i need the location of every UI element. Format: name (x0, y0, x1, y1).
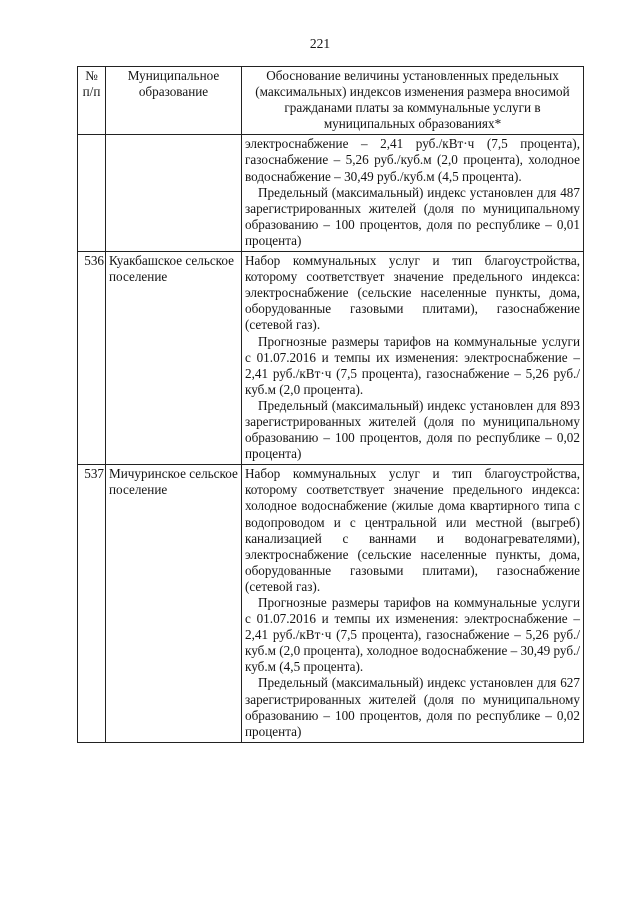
tariff-index-table (77, 66, 584, 743)
justification-paragraph: электроснабжение – 2,41 руб./кВт·ч (7,5 процента), газоснабжение – 5,26 руб./куб.м (2,0 процента), холодное водоснабжение – 30,49 руб./куб.м (4,5 процента). (245, 136, 580, 184)
row-municipality: Куакбашское сельское поселение (106, 252, 242, 465)
justification-paragraph: Набор коммунальных услуг и тип благоустройства, которому соответствует значение предельного индекса: холодное водоснабжение (жилые дома квартирного типа с водопроводом и с центральной или местной (выгреб) канализацией с ваннами и водонагревателями), электроснабжение (сельские населенные пункты, дома, оборудованные газовыми плитами), газоснабжение (сетевой газ). (245, 466, 580, 594)
header-municipality: Муниципальное образование (106, 67, 242, 135)
row-justification (242, 252, 584, 465)
row-number: 537 (78, 465, 106, 743)
row-municipality: Мичуринское сельское поселение (106, 465, 242, 743)
table-row (78, 465, 584, 743)
row-municipality (106, 135, 242, 252)
justification-paragraph: Предельный (максимальный) индекс установлен для 487 зарегистрированных жителей (доля по муниципальному образованию – 100 процентов, доля по республике – 0,01 процента) (245, 184, 580, 248)
justification-paragraph: Предельный (максимальный) индекс установлен для 893 зарегистрированных жителей (доля по муниципальному образованию – 100 процентов, доля по республике – 0,02 процента) (245, 397, 580, 462)
row-justification (242, 135, 584, 252)
table-row (78, 252, 584, 465)
table-row (78, 135, 584, 252)
justification-paragraph: Предельный (максимальный) индекс установлен для 627 зарегистрированных жителей (доля по муниципальному образованию – 100 процентов, доля по республике – 0,02 процента) (245, 675, 580, 739)
justification-paragraph: Набор коммунальных услуг и тип благоустройства, которому соответствует значение предельного индекса: электроснабжение (сельские населенные пункты, дома, оборудованные газовыми плитами), газоснабжение (сетевой газ). (245, 253, 580, 333)
header-justification: Обоснование величины установленных предельных (максимальных) индексов изменения размера вносимой гражданами платы за коммунальные услуги в муниципальных образованиях* (242, 67, 584, 135)
justification-paragraph: Прогнозные размеры тарифов на коммунальные услуги с 01.07.2016 и темпы их изменения: электроснабжение – 2,41 руб./кВт·ч (7,5 процента), газоснабжение – 5,26 руб./куб.м (2,0 процента), холодное водоснабжение – 30,49 руб./куб.м (4,5 процента). (245, 595, 580, 675)
table-header-row (78, 67, 584, 135)
page-number: 221 (309, 36, 331, 51)
row-number: 536 (78, 252, 106, 465)
row-justification (242, 465, 584, 743)
header-number: № п/п (78, 67, 106, 135)
justification-paragraph: Прогнозные размеры тарифов на коммунальные услуги с 01.07.2016 и темпы их изменения: электроснабжение – 2,41 руб./кВт·ч (7,5 процента), газоснабжение – 5,26 руб./куб.м (2,0 процента). (245, 333, 580, 397)
row-number (78, 135, 106, 252)
